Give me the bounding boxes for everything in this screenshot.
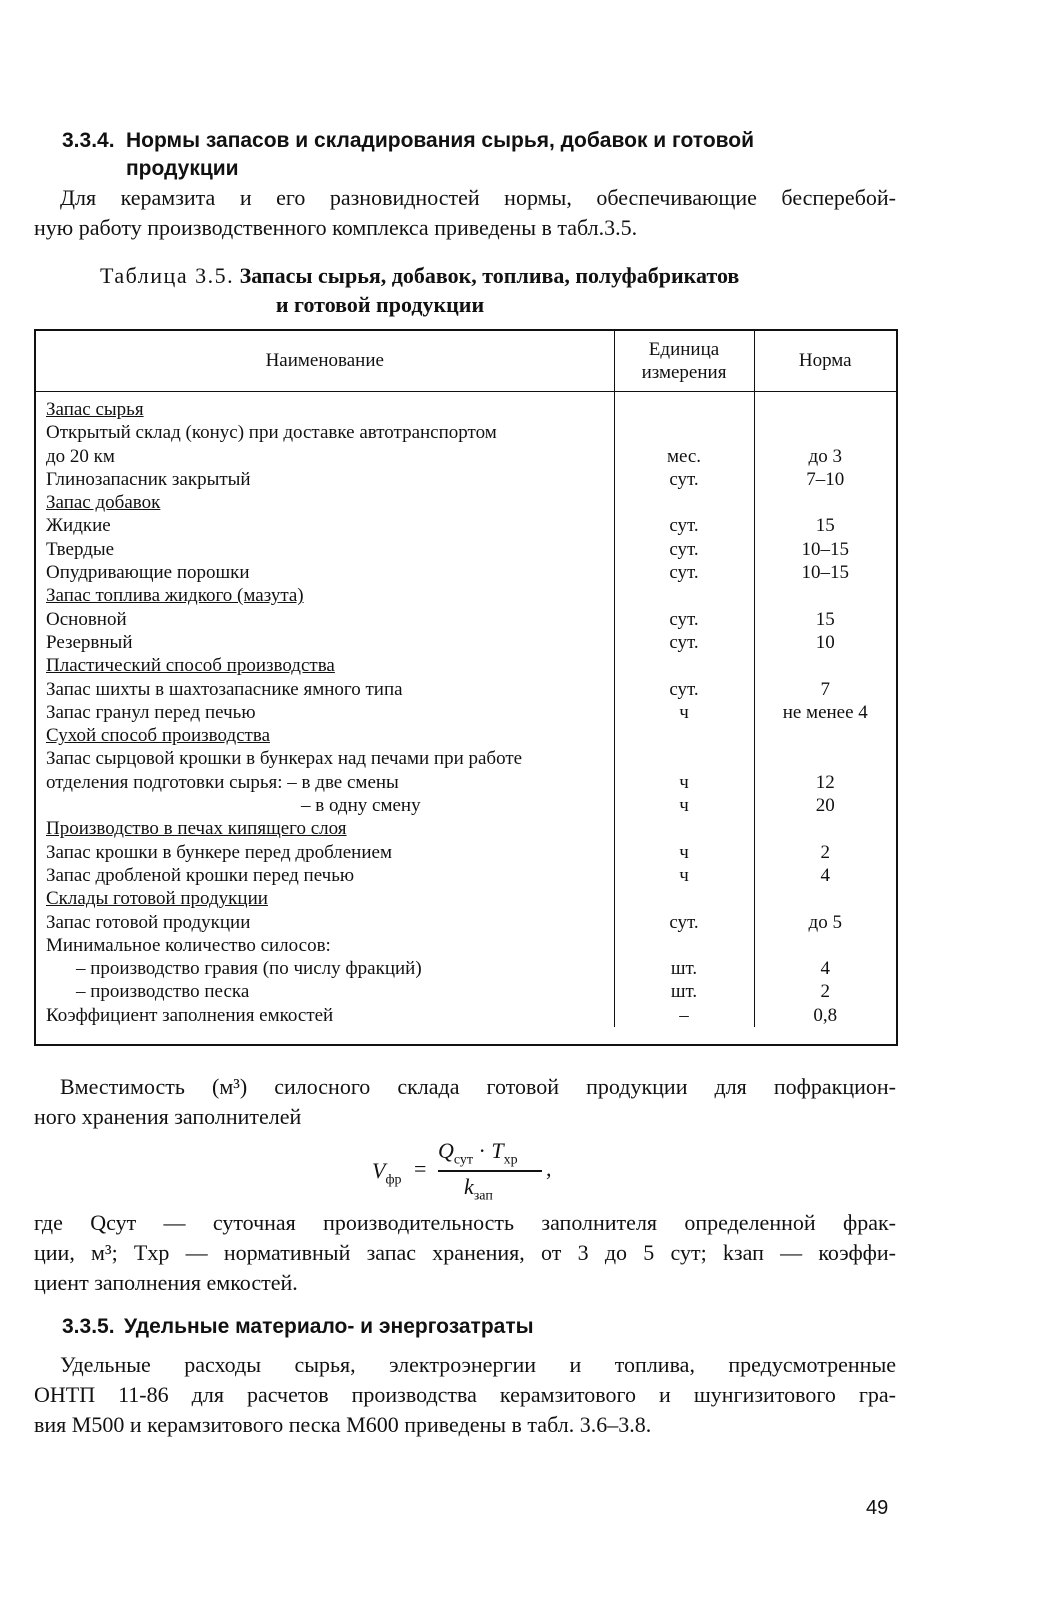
paragraph-line: ного хранения заполнителей xyxy=(34,1104,302,1129)
cell-unit: сут. xyxy=(614,678,754,701)
table-row xyxy=(36,654,896,677)
table-item-label: Запас гранул перед печью xyxy=(46,701,256,723)
cell-name xyxy=(36,1004,614,1027)
formula-lhs xyxy=(372,1158,402,1188)
table-item-label: Запас готовой продукции xyxy=(46,911,251,933)
table-row xyxy=(36,445,896,468)
cell-norm: до 5 xyxy=(754,911,896,934)
fraction-bar xyxy=(438,1170,542,1172)
table-item-label: Твердые xyxy=(46,538,115,560)
table-section-title: Склады готовой продукции xyxy=(46,888,268,910)
cell-norm: 12 xyxy=(754,771,896,794)
cell-norm: до 3 xyxy=(754,445,896,468)
norms-table xyxy=(34,329,898,1046)
cell-unit xyxy=(614,747,754,770)
section-number: 3.3.5. xyxy=(62,1315,115,1338)
cell-norm: 2 xyxy=(754,980,896,1003)
cell-unit: сут. xyxy=(614,561,754,584)
cell-norm: 4 xyxy=(754,957,896,980)
table-row xyxy=(36,561,896,584)
formula-sub-sut: сут xyxy=(453,1152,474,1168)
cell-name xyxy=(36,841,614,864)
paragraph-line: Для керамзита и его разновидностей нормы, обеспечивающие бесперебой- xyxy=(60,185,896,210)
table-item-label: Опудривающие порошки xyxy=(46,562,250,584)
cell-name xyxy=(36,701,614,724)
cell-name xyxy=(36,392,614,422)
table-row xyxy=(36,538,896,561)
header-unit-line-2: измерения xyxy=(641,362,727,383)
cell-norm xyxy=(754,421,896,444)
table-item-label: Коэффициент заполнения емкостей xyxy=(46,1004,334,1026)
cell-unit xyxy=(614,887,754,910)
cell-norm: 7–10 xyxy=(754,468,896,491)
section-title-line-1: Нормы запасов и складирования сырья, добавок и готовой xyxy=(126,129,755,152)
table-item-label: – производство песка xyxy=(76,981,250,1003)
cell-name xyxy=(36,421,614,444)
cell-norm: 10–15 xyxy=(754,561,896,584)
cell-norm xyxy=(754,747,896,770)
where-paragraph xyxy=(34,1208,896,1298)
paragraph-line: ОНТП 11-86 для расчетов производства керамзитового и шунгизитового гра- xyxy=(34,1382,896,1407)
intro-paragraph xyxy=(34,183,896,243)
cell-name xyxy=(36,538,614,561)
cell-name xyxy=(36,724,614,747)
table-item-label: отделения подготовки сырья: – в две смены xyxy=(46,771,399,793)
cell-unit: сут. xyxy=(614,608,754,631)
header-name: Наименование xyxy=(36,331,614,392)
table-row xyxy=(36,392,896,422)
table-section-title: Запас топлива жидкого (мазута) xyxy=(46,585,304,607)
table-item-label: Запас сырцовой крошки в бункерах над печами при работе xyxy=(46,748,523,770)
header-unit-line-1: Единица xyxy=(648,338,720,360)
table-item-label: Запас крошки в бункере перед дроблением xyxy=(46,841,392,863)
formula-dot: · xyxy=(478,1138,486,1163)
table-row xyxy=(36,887,896,910)
formula-var-k: k xyxy=(464,1174,474,1199)
table-item-label: Резервный xyxy=(46,631,133,653)
formula-sub-zap: зап xyxy=(473,1188,493,1204)
cell-norm xyxy=(754,887,896,910)
table-row xyxy=(36,980,896,1003)
formula-numerator xyxy=(438,1138,518,1168)
cell-name xyxy=(36,957,614,980)
table-item-label: Минимальное количество силосов: xyxy=(46,934,331,956)
cell-name xyxy=(36,468,614,491)
cell-norm xyxy=(754,724,896,747)
cell-norm: 10–15 xyxy=(754,538,896,561)
table-section-title: Производство в печах кипящего слоя xyxy=(46,818,347,840)
section-heading-3-3-4 xyxy=(62,127,754,183)
table-row xyxy=(36,1004,896,1027)
page-number: 49 xyxy=(866,1497,889,1519)
paragraph-line: вия М500 и керамзитового песка М600 приведены в табл. 3.6–3.8. xyxy=(34,1412,652,1437)
table-item-label: – в одну смену xyxy=(301,795,421,817)
cell-norm: 2 xyxy=(754,841,896,864)
formula-var-q: Q xyxy=(438,1138,454,1163)
cell-unit xyxy=(614,724,754,747)
cell-unit: – xyxy=(614,1004,754,1027)
table-section-title: Сухой способ производства xyxy=(46,725,271,747)
table-row xyxy=(36,817,896,840)
table-section-title: Запас сырья xyxy=(46,399,144,420)
table-row xyxy=(36,864,896,887)
cell-unit xyxy=(614,654,754,677)
table-row xyxy=(36,841,896,864)
table-row xyxy=(36,957,896,980)
table-row xyxy=(36,631,896,654)
cell-unit xyxy=(614,392,754,422)
cell-name xyxy=(36,584,614,607)
cell-name xyxy=(36,678,614,701)
cell-unit: сут. xyxy=(614,538,754,561)
table-caption xyxy=(100,261,860,319)
table-row xyxy=(36,794,896,817)
cell-unit: сут. xyxy=(614,911,754,934)
cell-name xyxy=(36,491,614,514)
table-header-row xyxy=(36,331,896,392)
cell-name xyxy=(36,514,614,537)
cell-norm: 0,8 xyxy=(754,1004,896,1027)
cell-name xyxy=(36,794,614,817)
table-item-label: Открытый склад (конус) при доставке автотранспортом xyxy=(46,422,497,444)
cell-norm: 10 xyxy=(754,631,896,654)
section-number: 3.3.4. xyxy=(62,129,115,152)
table-section-title: Пластический способ производства xyxy=(46,655,335,677)
formula-equals: = xyxy=(414,1156,427,1181)
cell-unit: сут. xyxy=(614,514,754,537)
capacity-paragraph xyxy=(34,1072,896,1132)
section-heading-3-3-5 xyxy=(62,1313,534,1341)
cell-unit xyxy=(614,584,754,607)
cell-name xyxy=(36,911,614,934)
formula-sub-khr: хр xyxy=(503,1152,518,1168)
formula-var-t: T xyxy=(491,1138,504,1163)
table-item-label: до 20 км xyxy=(46,445,115,467)
cell-unit: ч xyxy=(614,864,754,887)
cell-unit xyxy=(614,491,754,514)
cell-norm: 4 xyxy=(754,864,896,887)
table-row xyxy=(36,608,896,631)
cell-name xyxy=(36,445,614,468)
formula-denominator xyxy=(464,1174,493,1204)
paragraph-line: циент заполнения емкостей. xyxy=(34,1270,298,1295)
cell-name xyxy=(36,817,614,840)
cell-norm: не менее 4 xyxy=(754,701,896,724)
table-row xyxy=(36,747,896,770)
cell-name xyxy=(36,887,614,910)
cell-norm xyxy=(754,491,896,514)
table-row xyxy=(36,514,896,537)
table-row xyxy=(36,771,896,794)
cell-norm: 15 xyxy=(754,514,896,537)
section-title: Удельные материало- и энергозатраты xyxy=(124,1315,534,1338)
table-item-label: Жидкие xyxy=(46,515,111,537)
cell-unit: шт. xyxy=(614,957,754,980)
paragraph-line: Вместимость (м³) силосного склада готовой продукции для пофракцион- xyxy=(60,1074,896,1099)
table-row xyxy=(36,911,896,934)
cell-norm xyxy=(754,654,896,677)
cell-unit xyxy=(614,934,754,957)
cell-name xyxy=(36,980,614,1003)
cell-name xyxy=(36,747,614,770)
formula-sub-fr: фр xyxy=(385,1172,402,1188)
paragraph-line: ции, м³; Tхр — нормативный запас хранения, от 3 до 5 сут; kзап — коэффи- xyxy=(34,1240,896,1265)
cell-unit: ч xyxy=(614,771,754,794)
table-item-label: Глинозапасник закрытый xyxy=(46,468,251,490)
table-row xyxy=(36,934,896,957)
cell-unit xyxy=(614,817,754,840)
cell-unit: ч xyxy=(614,794,754,817)
table-section-title: Запас добавок xyxy=(46,492,161,514)
table-row xyxy=(36,584,896,607)
cell-unit: ч xyxy=(614,701,754,724)
paragraph-line: Удельные расходы сырья, электроэнергии и топлива, предусмотренные xyxy=(60,1352,896,1377)
cell-name xyxy=(36,934,614,957)
cell-unit xyxy=(614,421,754,444)
cell-unit: сут. xyxy=(614,631,754,654)
cell-unit: шт. xyxy=(614,980,754,1003)
table-item-label: – производство гравия (по числу фракций) xyxy=(76,958,422,980)
cell-norm: 7 xyxy=(754,678,896,701)
cell-unit: ч xyxy=(614,841,754,864)
paragraph-line: ную работу производственного комплекса приведены в табл.3.5. xyxy=(34,215,638,240)
section-title-line-2: продукции xyxy=(126,157,239,180)
table-row xyxy=(36,701,896,724)
header-unit xyxy=(614,331,754,392)
final-paragraph xyxy=(34,1350,896,1440)
table-row xyxy=(36,724,896,747)
table-row xyxy=(36,468,896,491)
table-item-label: Запас дробленой крошки перед печью xyxy=(46,864,355,886)
cell-name xyxy=(36,771,614,794)
cell-norm: 20 xyxy=(754,794,896,817)
header-norm: Норма xyxy=(754,331,896,392)
cell-norm xyxy=(754,584,896,607)
cell-unit: сут. xyxy=(614,468,754,491)
cell-name xyxy=(36,561,614,584)
cell-name xyxy=(36,654,614,677)
table-row xyxy=(36,421,896,444)
paragraph-line: где Qсут — суточная производительность заполнителя определенной фрак- xyxy=(34,1210,896,1235)
cell-norm xyxy=(754,817,896,840)
cell-norm xyxy=(754,392,896,422)
cell-norm xyxy=(754,934,896,957)
cell-norm: 15 xyxy=(754,608,896,631)
cell-name xyxy=(36,864,614,887)
table-item-label: Основной xyxy=(46,608,127,630)
cell-name xyxy=(36,608,614,631)
cell-unit: мес. xyxy=(614,445,754,468)
table-title-line-2: и готовой продукции xyxy=(275,292,485,317)
table-row xyxy=(36,491,896,514)
table-item-label: Запас шихты в шахтозапаснике ямного типа xyxy=(46,678,403,700)
table-label: Таблица 3.5. xyxy=(100,263,235,288)
cell-name xyxy=(36,631,614,654)
table-title-line-1: Запасы сырья, добавок, топлива, полуфабрикатов xyxy=(239,263,740,288)
table-row xyxy=(36,678,896,701)
formula-var-v: V xyxy=(372,1158,386,1183)
formula-comma: , xyxy=(546,1156,552,1181)
